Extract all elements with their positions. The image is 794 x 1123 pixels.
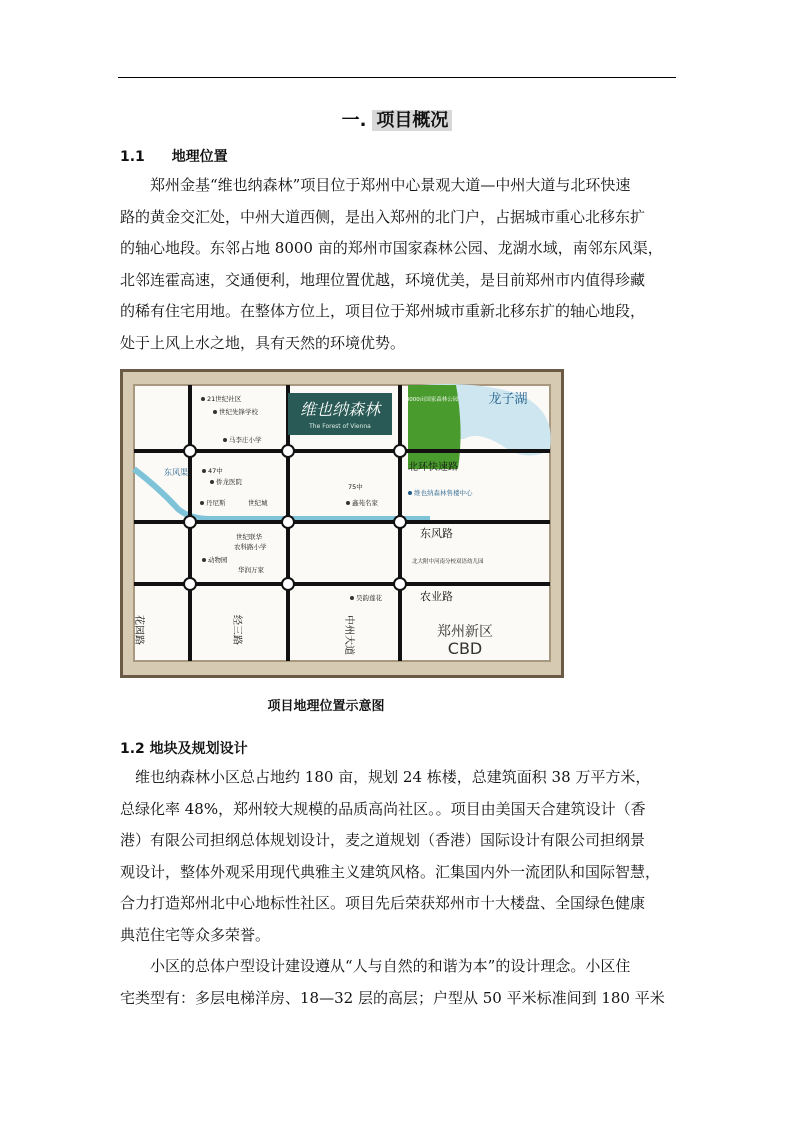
poi-label: 华润万家 (238, 566, 264, 574)
poi-label: 农科路小学 (234, 543, 267, 551)
poi-label: 动物园 (208, 556, 228, 564)
poi-label: 75中 (348, 483, 363, 491)
paragraph-location (120, 170, 676, 359)
park-label: 8000亩国家森林公园 (405, 397, 459, 403)
text-line: 路的黄金交汇处，中州大道西侧，是出入郑州的北门户，占据城市重心北移东扩 (120, 207, 646, 226)
chapter-title-text: 项目概况 (372, 110, 452, 131)
text-line: 宅类型有：多层电梯洋房、18—32 层的高层；户型从 50 平米标准间到 180 平米 (120, 988, 665, 1007)
cbd-label-2: CBD (447, 639, 483, 658)
text-line: 的稀有住宅用地。在整体方位上，项目位于郑州城市重新北移东扩的轴心地段， (120, 302, 646, 320)
poi-label: 丹尼斯 (206, 499, 226, 507)
cbd-label: 郑州新区 (437, 624, 493, 640)
poi-label: 世纪城 (248, 499, 268, 507)
poi-label: 侨龙医院 (216, 478, 242, 486)
paragraph-planning (120, 762, 676, 1014)
poi-label: 维也纳森林售楼中心 (414, 489, 473, 497)
canal-label: 东风渠 (164, 468, 188, 477)
lake-label: 龙子湖 (488, 392, 528, 407)
text-line: 的轴心地段。东邻占地 8000 亩的郑州市国家森林公园、龙湖水域，南邻东风渠， (120, 239, 663, 257)
text-line: 处于上风上水之地，具有天然的环境优势。 (120, 333, 406, 352)
road-label-beihuan: 北环快速路 (408, 462, 458, 473)
poi-label: 鑫苑名家 (352, 499, 378, 507)
road-label-huayuan: 花园路 (133, 615, 144, 645)
section-heading-1-2: 1.2 地块及规划设计 (120, 741, 248, 757)
section-title: 地理位置 (171, 149, 228, 165)
road-label-dongfeng: 东风路 (420, 527, 453, 540)
header-rule (118, 77, 676, 78)
text-line: 北邻连霍高速，交通便利，地理位置优越，环境优美，是目前郑州市内值得珍藏 (120, 270, 646, 289)
poi-label: 马李庄小学 (229, 436, 262, 444)
poi-label: 21世纪社区 (207, 395, 242, 403)
text-line: 合力打造郑州北中心地标性社区。项目先后荣获郑州市十大楼盘、全国绿色健康 (120, 894, 646, 912)
road-label-jingsan: 经三路 (231, 615, 242, 645)
chapter-title (0, 106, 794, 132)
text-line: 总绿化率 48%，郑州较大规模的品质高尚社区。。项目由美国天合建筑设计（香 (120, 799, 646, 818)
text-line: 港）有限公司担纲总体规划设计，麦之道规划（香港）国际设计有限公司担纲景 (120, 831, 646, 849)
logo-subtext: The Forest of Vienna (309, 423, 371, 430)
road-label-nongye: 农业路 (420, 590, 453, 603)
figure-caption: 项目地理位置示意图 (267, 699, 385, 714)
poi-label: 世纪先锋学校 (219, 408, 258, 416)
poi-label: 世纪联华 (236, 533, 262, 541)
poi-label: 47中 (208, 467, 223, 475)
text-line: 郑州金基“维也纳森林”项目位于郑州中心景观大道—中州大道与北环快速 (150, 176, 631, 194)
text-line: 典范住宅等众多荣誉。 (120, 925, 271, 944)
text-line: 观设计，整体外观采用现代典雅主义建筑风格。汇集国内外一流团队和国际智慧， (120, 862, 661, 881)
chapter-number: 一. (341, 110, 367, 131)
poi-label: 昊韵莲花 (356, 594, 382, 602)
road-label-zhongzhou: 中州大道 (343, 615, 354, 655)
text-line: 维也纳森林小区总占地约 180 亩，规划 24 栋楼，总建筑面积 38 万平方米， (135, 768, 651, 786)
location-map (120, 369, 564, 678)
logo-text: 维也纳森林 (299, 400, 381, 419)
text-line: 小区的总体户型设计建设遵从“人与自然的和谐为本”的设计理念。小区住 (150, 957, 631, 975)
section-number: 1.1 (120, 149, 145, 165)
poi-label: 北大附中河南分校双语幼儿园 (412, 559, 484, 565)
section-heading-1-1 (120, 146, 228, 166)
